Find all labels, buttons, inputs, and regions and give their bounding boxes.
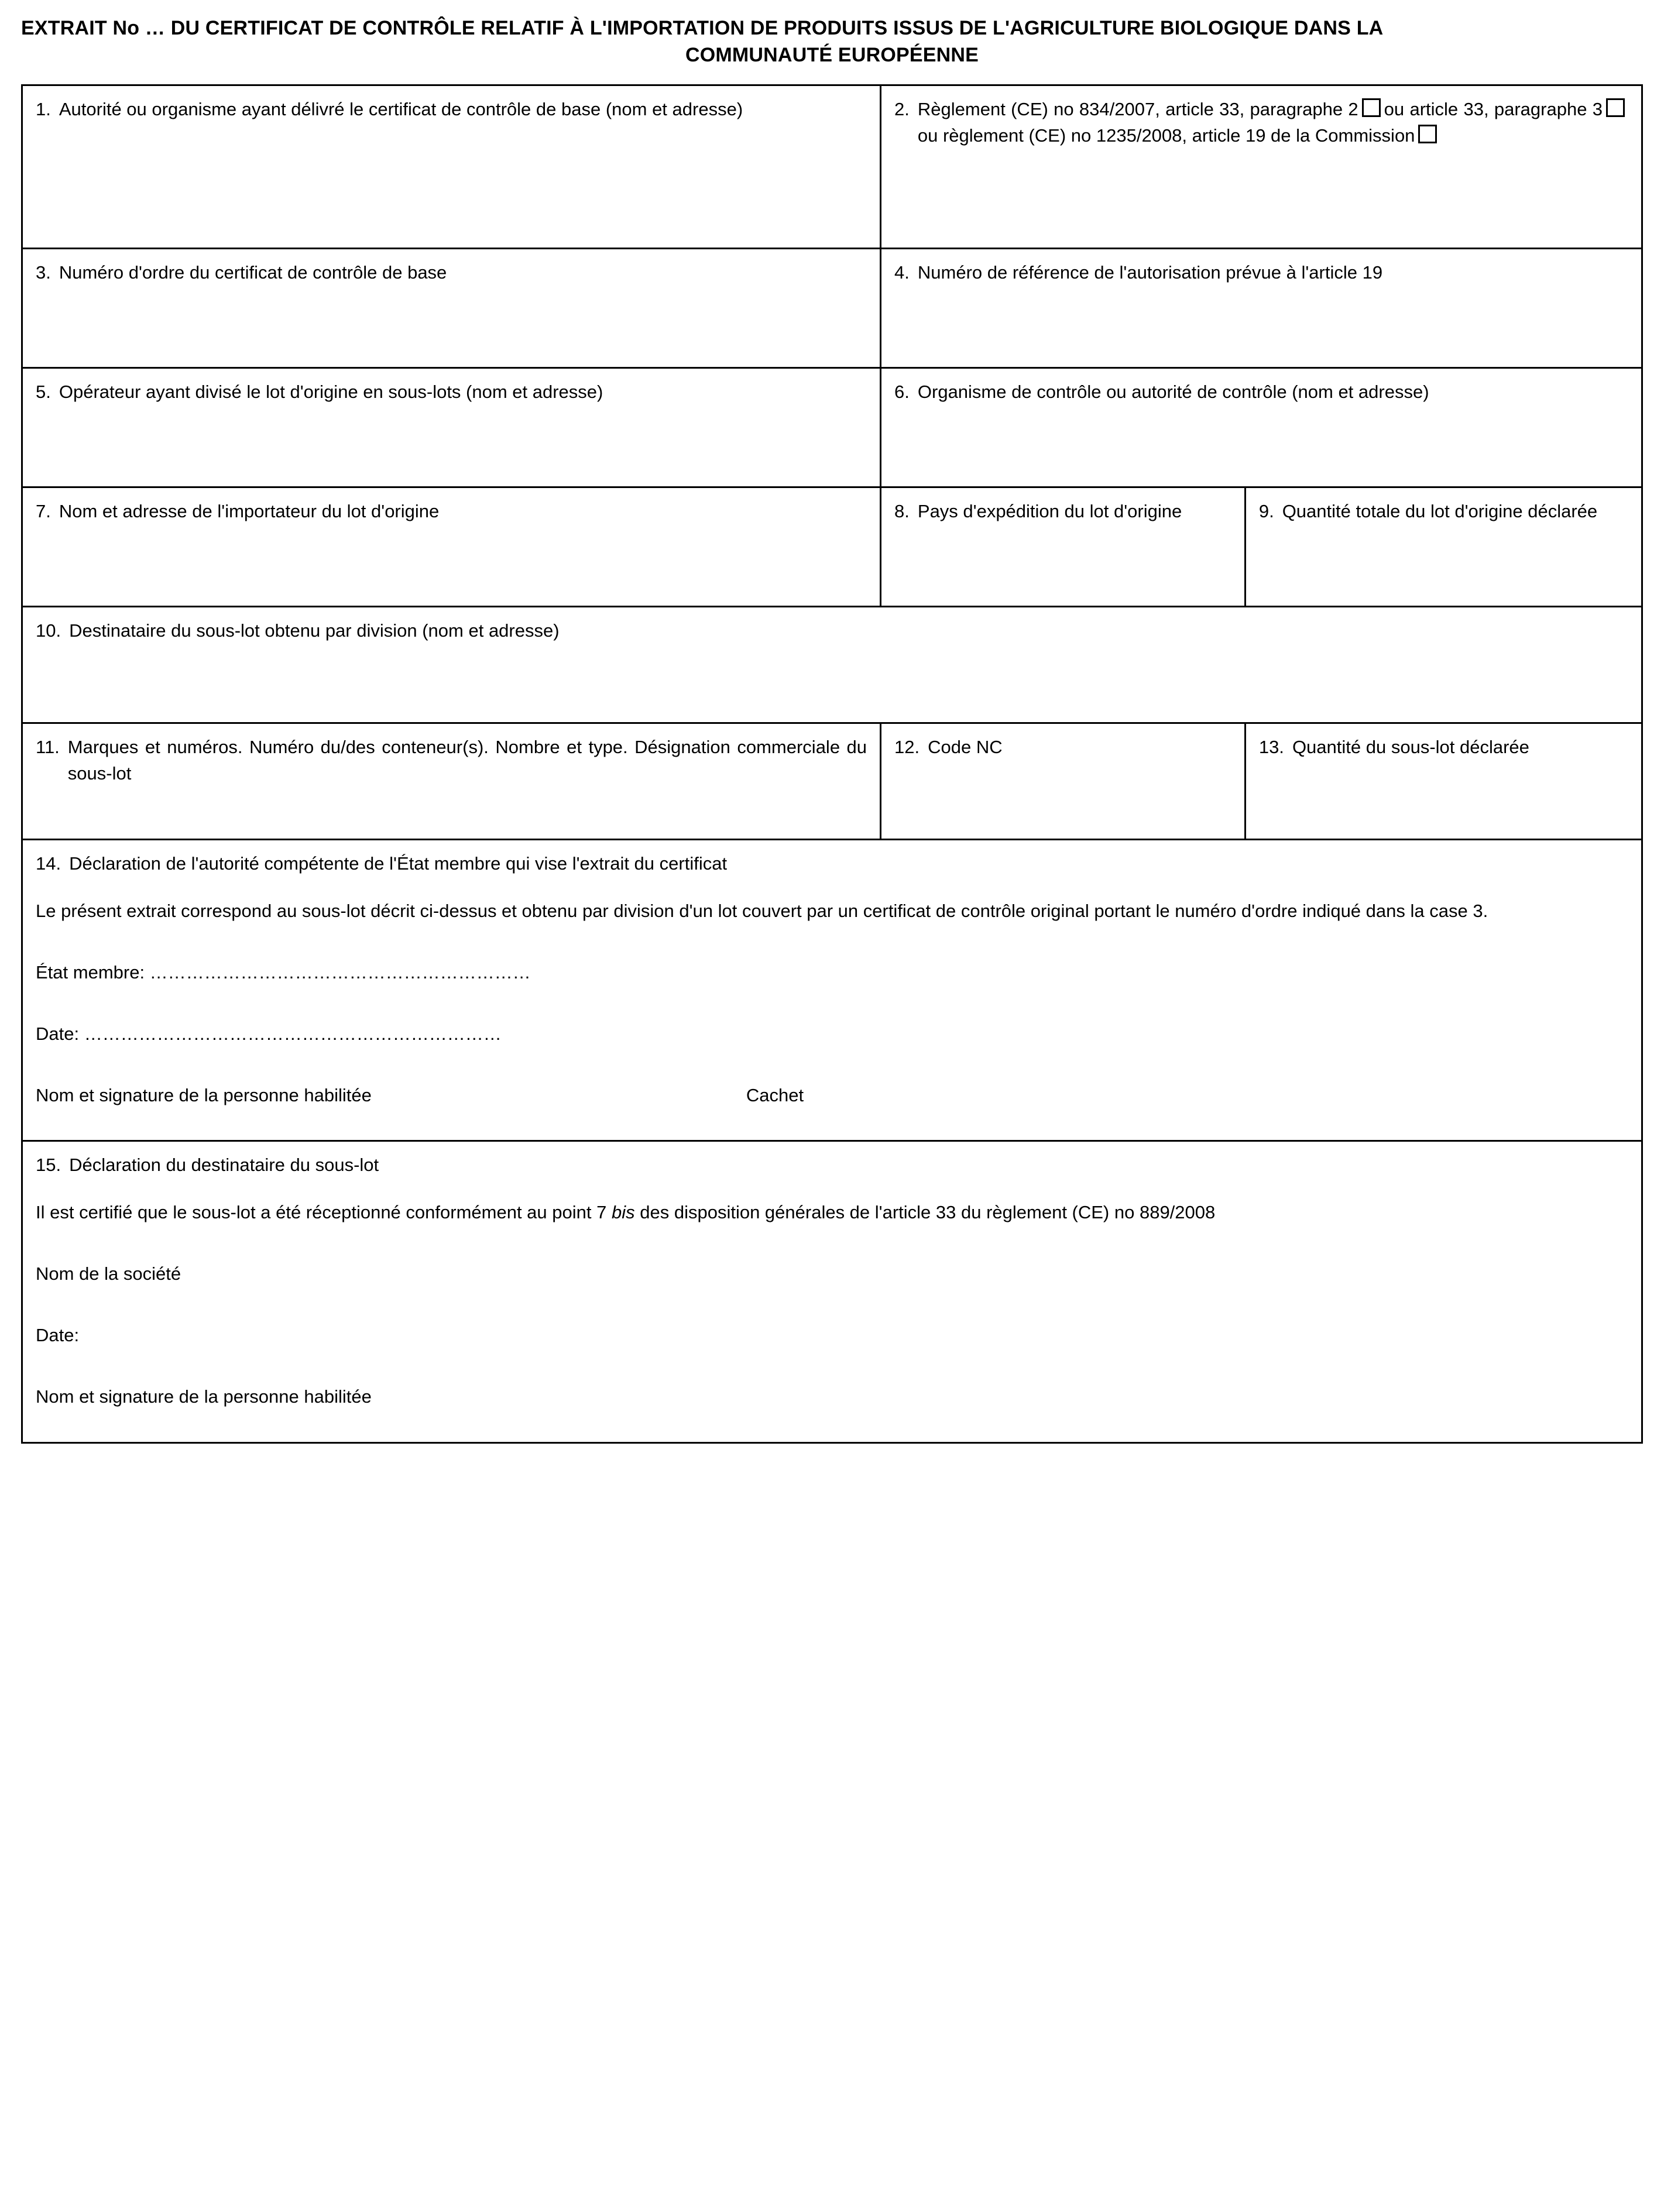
- field-box-14-cachet-label: Cachet: [746, 1084, 804, 1105]
- field-box-1-label: Autorité ou organisme ayant délivré le certificat de contrôle de base (nom et adresse): [59, 98, 743, 119]
- field-box-3-number: 3.: [36, 262, 51, 283]
- field-box-14-number: 14.: [36, 853, 61, 874]
- field-box-2-number: 2.: [894, 98, 910, 119]
- field-box-11-label: Marques et numéros. Numéro du/des conteneur(s). Nombre et type. Désignation commerciale du sous-lot: [67, 736, 867, 784]
- field-box-15-signature-label: Nom et signature de la personne habilitée: [36, 1386, 372, 1407]
- field-box-6-number: 6.: [894, 381, 910, 402]
- field-box-9: [1245, 487, 1642, 606]
- field-box-7-label: Nom et adresse de l'importateur du lot d'origine: [59, 500, 440, 521]
- field-box-7-number: 7.: [36, 500, 51, 521]
- field-box-14-date[interactable]: Date: ……………………………………………………………: [36, 1023, 502, 1044]
- field-box-6: [881, 367, 1642, 487]
- spacer: [36, 986, 1628, 1021]
- spacer: [36, 1349, 1628, 1384]
- field-box-12-label: Code NC: [928, 736, 1003, 757]
- certificate-form-table: [21, 84, 1643, 1444]
- field-box-4-label: Numéro de référence de l'autorisation prévue à l'article 19: [917, 262, 1383, 283]
- table-row: [22, 367, 1642, 487]
- table-row: [22, 248, 1642, 367]
- field-box-13-number: 13.: [1258, 736, 1284, 757]
- field-box-5-number: 5.: [36, 381, 51, 402]
- field-box-15-date-label[interactable]: Date:: [36, 1325, 80, 1346]
- field-box-8-label: Pays d'expédition du lot d'origine: [917, 500, 1182, 521]
- table-row: [22, 85, 1642, 248]
- field-box-2-text-1: Règlement (CE) no 834/2007, article 33, paragraphe 2: [917, 98, 1358, 119]
- field-box-9-number: 9.: [1258, 500, 1274, 521]
- spacer: [36, 1108, 1628, 1129]
- page-title-line-2: COMMUNAUTÉ EUROPÉENNE: [685, 43, 979, 66]
- field-box-9-label: Quantité totale du lot d'origine déclarée: [1282, 500, 1598, 521]
- field-box-12: [881, 723, 1246, 839]
- field-box-14-heading: Déclaration de l'autorité compétente de l'État membre qui vise l'extrait du certificat: [69, 853, 728, 874]
- field-box-1-number: 1.: [36, 98, 51, 119]
- field-box-2-label: [918, 97, 1628, 149]
- field-box-8-number: 8.: [894, 500, 910, 521]
- field-box-2-text-3: article 33, paragraphe 3: [1409, 98, 1603, 119]
- field-box-10-number: 10.: [36, 620, 61, 641]
- field-box-11-number: 11.: [36, 736, 60, 757]
- field-box-15: [22, 1141, 1642, 1443]
- checkbox-icon[interactable]: [1362, 98, 1381, 117]
- field-box-15-paragraph-bis: bis: [611, 1202, 635, 1223]
- field-box-10: [22, 606, 1642, 723]
- field-box-6-label: Organisme de contrôle ou autorité de contrôle (nom et adresse): [917, 381, 1429, 402]
- field-box-11: [22, 723, 881, 839]
- field-box-3: [22, 248, 881, 367]
- field-box-15-heading: Déclaration du destinataire du sous-lot: [69, 1155, 379, 1176]
- field-box-1: [22, 85, 881, 248]
- field-box-14: [22, 839, 1642, 1141]
- field-box-10-label: Destinataire du sous-lot obtenu par division (nom et adresse): [69, 620, 560, 641]
- field-box-7: [22, 487, 881, 606]
- spacer: [36, 1047, 1628, 1083]
- field-box-5: [22, 367, 881, 487]
- field-box-13-label: Quantité du sous-lot déclarée: [1292, 736, 1529, 757]
- checkbox-icon[interactable]: [1418, 125, 1437, 143]
- field-box-4-number: 4.: [894, 262, 910, 283]
- field-box-15-number: 15.: [36, 1155, 61, 1176]
- field-box-15-paragraph-part-2: des disposition générales de l'article 33 du règlement (CE) no 889/2008: [640, 1202, 1216, 1223]
- spacer: [36, 925, 1628, 960]
- field-box-14-signature-label: [36, 1083, 1628, 1109]
- table-row: [22, 839, 1642, 1141]
- page-title: [21, 15, 1643, 69]
- field-box-2-text-4: ou règlement (CE) no 1235/2008,: [917, 125, 1188, 146]
- table-row: [22, 723, 1642, 839]
- field-box-8: [881, 487, 1246, 606]
- field-box-15-paragraph: [36, 1200, 1628, 1226]
- spacer: [36, 877, 1628, 898]
- checkbox-icon[interactable]: [1606, 98, 1625, 117]
- table-row: [22, 487, 1642, 606]
- field-box-13: [1245, 723, 1642, 839]
- spacer: [36, 1179, 1628, 1200]
- field-box-4: [881, 248, 1642, 367]
- spacer: [36, 1410, 1628, 1431]
- table-row: [22, 1141, 1642, 1443]
- spacer: [36, 1287, 1628, 1323]
- field-box-14-signature-text: Nom et signature de la personne habilitée: [36, 1084, 372, 1105]
- field-box-2-text-5: article 19 de la Commission: [1192, 125, 1415, 146]
- field-box-12-number: 12.: [894, 736, 920, 757]
- field-box-15-company-label[interactable]: Nom de la société: [36, 1263, 181, 1284]
- field-box-2: [881, 85, 1642, 248]
- field-box-3-label: Numéro d'ordre du certificat de contrôle de base: [59, 262, 447, 283]
- page-title-line-1: EXTRAIT No … DU CERTIFICAT DE CONTRÔLE RELATIF À L'IMPORTATION DE PRODUITS ISSUS DE L'AGRICULTURE BIOLOGIQUE DANS LA: [21, 17, 1384, 39]
- spacer: [36, 1226, 1628, 1261]
- field-box-15-paragraph-part-1: Il est certifié que le sous-lot a été réceptionné conformément au point 7: [36, 1202, 607, 1223]
- field-box-2-text-2: ou: [1384, 98, 1405, 119]
- table-row: [22, 606, 1642, 723]
- field-box-14-paragraph: Le présent extrait correspond au sous-lot décrit ci-dessus et obtenu par division d'un lot couvert par un certificat de contrôle original portant le numéro d'ordre indiqué dans la case 3.: [36, 900, 1488, 921]
- field-box-5-label: Opérateur ayant divisé le lot d'origine en sous-lots (nom et adresse): [59, 381, 603, 402]
- field-box-14-etat-membre[interactable]: État membre: ………………………………………………………: [36, 961, 531, 983]
